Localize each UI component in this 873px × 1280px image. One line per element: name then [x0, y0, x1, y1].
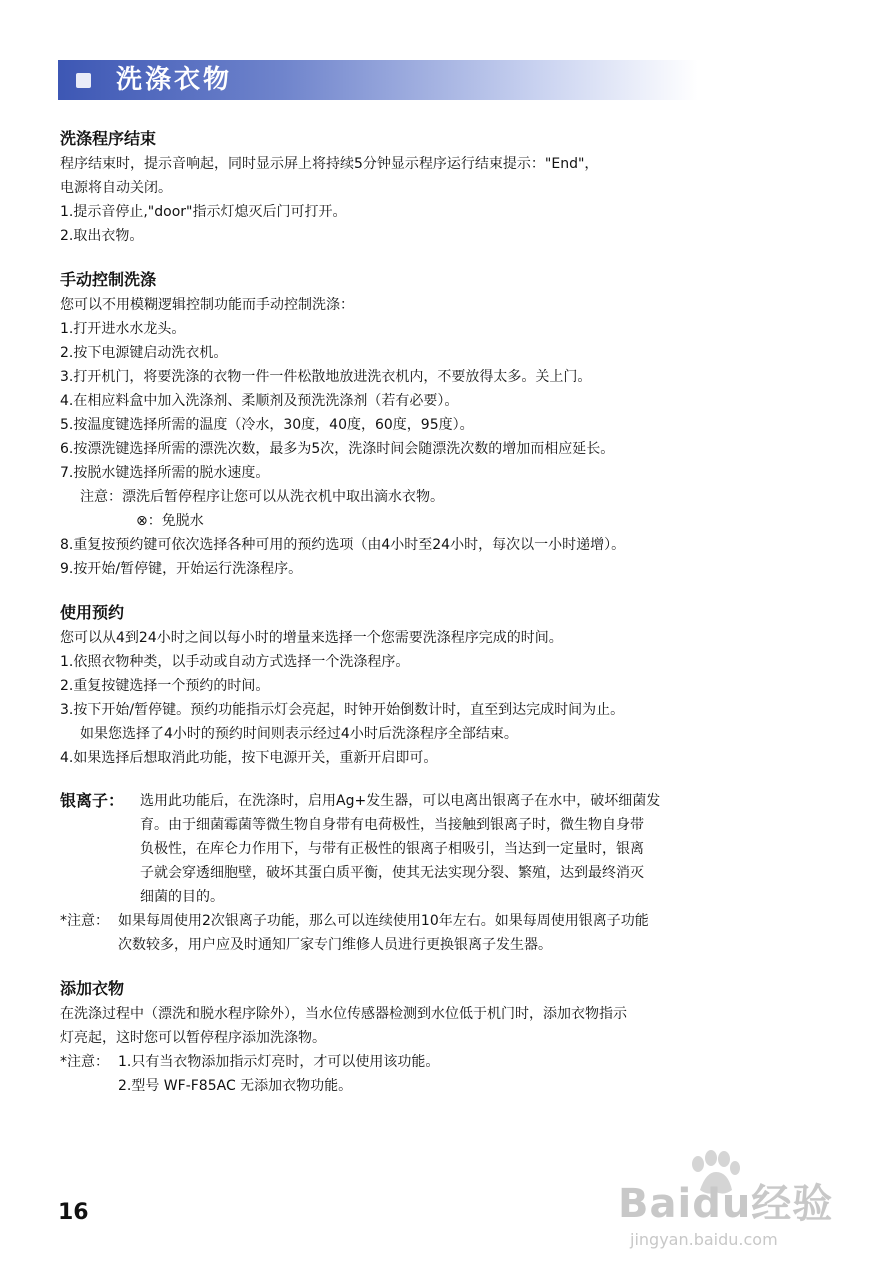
list-item: 2.取出衣物。	[60, 228, 144, 244]
page-title: 洗涤衣物	[116, 65, 233, 95]
list-item: 1.提示音停止,"door"指示灯熄灭后门可打开。	[60, 204, 347, 220]
section-title: 洗涤程序结束	[60, 129, 157, 148]
silver-ion-label: 银离子：	[60, 791, 125, 810]
baidu-watermark	[612, 1150, 842, 1250]
page-number: 16	[58, 1200, 89, 1225]
no-spin-symbol-line: ⊗：免脱水	[136, 513, 204, 529]
section-title: 添加衣物	[60, 979, 125, 998]
section-add-clothes	[60, 976, 830, 1098]
text-line: 灯亮起，这时您可以暂停程序添加洗涤物。	[60, 1030, 326, 1046]
watermark-brand: Baidu经验	[618, 1181, 834, 1227]
section-title: 手动控制洗涤	[60, 270, 157, 289]
note-line: 如果每周使用2次银离子功能，那么可以连续使用10年左右。如果每周使用银离子功能	[118, 913, 649, 929]
text-line: 程序结束时，提示音响起，同时显示屏上将持续5分钟显示程序运行结束提示："End"，	[60, 156, 599, 172]
list-item: 3.按下开始/暂停键。预约功能指示灯会亮起，时钟开始倒数计时，直至到达完成时间为止。	[60, 702, 625, 718]
note-label: *注意：	[60, 913, 109, 929]
list-item: 3.打开机门，将要洗涤的衣物一件一件松散地放进洗衣机内，不要放得太多。关上门。	[60, 369, 592, 385]
text-line: 电源将自动关闭。	[60, 180, 172, 196]
section-delay-timer	[60, 600, 830, 770]
text-line: 选用此功能后，在洗涤时，启用Ag+发生器，可以电离出银离子在水中，破坏细菌发	[140, 793, 661, 809]
watermark-url: jingyan.baidu.com	[630, 1230, 778, 1249]
section-manual-wash	[60, 267, 830, 581]
note-line: 2.型号 WF-F85AC 无添加衣物功能。	[118, 1078, 353, 1094]
header-bullet-icon	[76, 73, 91, 88]
list-item: 4.在相应料盒中加入洗涤剂、柔顺剂及预洗洗涤剂（若有必要）。	[60, 393, 459, 409]
note-line: 注意：漂洗后暂停程序让您可以从洗衣机中取出滴水衣物。	[80, 489, 444, 505]
list-item: 2.重复按键选择一个预约的时间。	[60, 678, 270, 694]
list-item: 6.按漂洗键选择所需的漂洗次数，最多为5次，洗涤时间会随漂洗次数的增加而相应延长。	[60, 441, 615, 457]
text-line: 子就会穿透细胞壁，破坏其蛋白质平衡，使其无法实现分裂、繁殖，达到最终消灭	[140, 865, 644, 881]
list-item: 9.按开始/暂停键，开始运行洗涤程序。	[60, 561, 303, 577]
text-line: 如果您选择了4小时的预约时间则表示经过4小时后洗涤程序全部结束。	[80, 726, 518, 742]
note-label: *注意：	[60, 1054, 109, 1070]
section-title: 使用预约	[60, 603, 125, 622]
text-line: 您可以从4到24小时之间以每小时的增量来选择一个您需要洗涤程序完成的时间。	[60, 630, 563, 646]
text-line: 您可以不用模糊逻辑控制功能而手动控制洗涤：	[60, 297, 354, 313]
text-line: 负极性，在库仑力作用下，与带有正极性的银离子相吸引，当达到一定量时，银离	[140, 841, 644, 857]
list-item: 2.按下电源键启动洗衣机。	[60, 345, 228, 361]
note-line: 次数较多，用户应及时通知厂家专门维修人员进行更换银离子发生器。	[118, 937, 552, 953]
note-line: 1.只有当衣物添加指示灯亮时，才可以使用该功能。	[118, 1054, 440, 1070]
list-item: 4.如果选择后想取消此功能，按下电源开关，重新开启即可。	[60, 750, 438, 766]
document-body	[60, 126, 830, 1098]
text-line: 在洗涤过程中（漂洗和脱水程序除外），当水位传感器检测到水位低于机门时，添加衣物指示	[60, 1006, 627, 1022]
list-item: 7.按脱水键选择所需的脱水速度。	[60, 465, 270, 481]
list-item: 8.重复按预约键可依次选择各种可用的预约选项（由4小时至24小时，每次以一小时递增）。	[60, 537, 626, 553]
list-item: 1.打开进水水龙头。	[60, 321, 186, 337]
section-wash-end	[60, 126, 830, 248]
section-silver-ion	[60, 789, 830, 957]
text-line: 育。由于细菌霉菌等微生物自身带有电荷极性，当接触到银离子时，微生物自身带	[140, 817, 644, 833]
text-line: 细菌的目的。	[140, 889, 224, 905]
list-item: 5.按温度键选择所需的温度（冷水，30度，40度，60度，95度）。	[60, 417, 474, 433]
list-item: 1.依照衣物种类，以手动或自动方式选择一个洗涤程序。	[60, 654, 410, 670]
